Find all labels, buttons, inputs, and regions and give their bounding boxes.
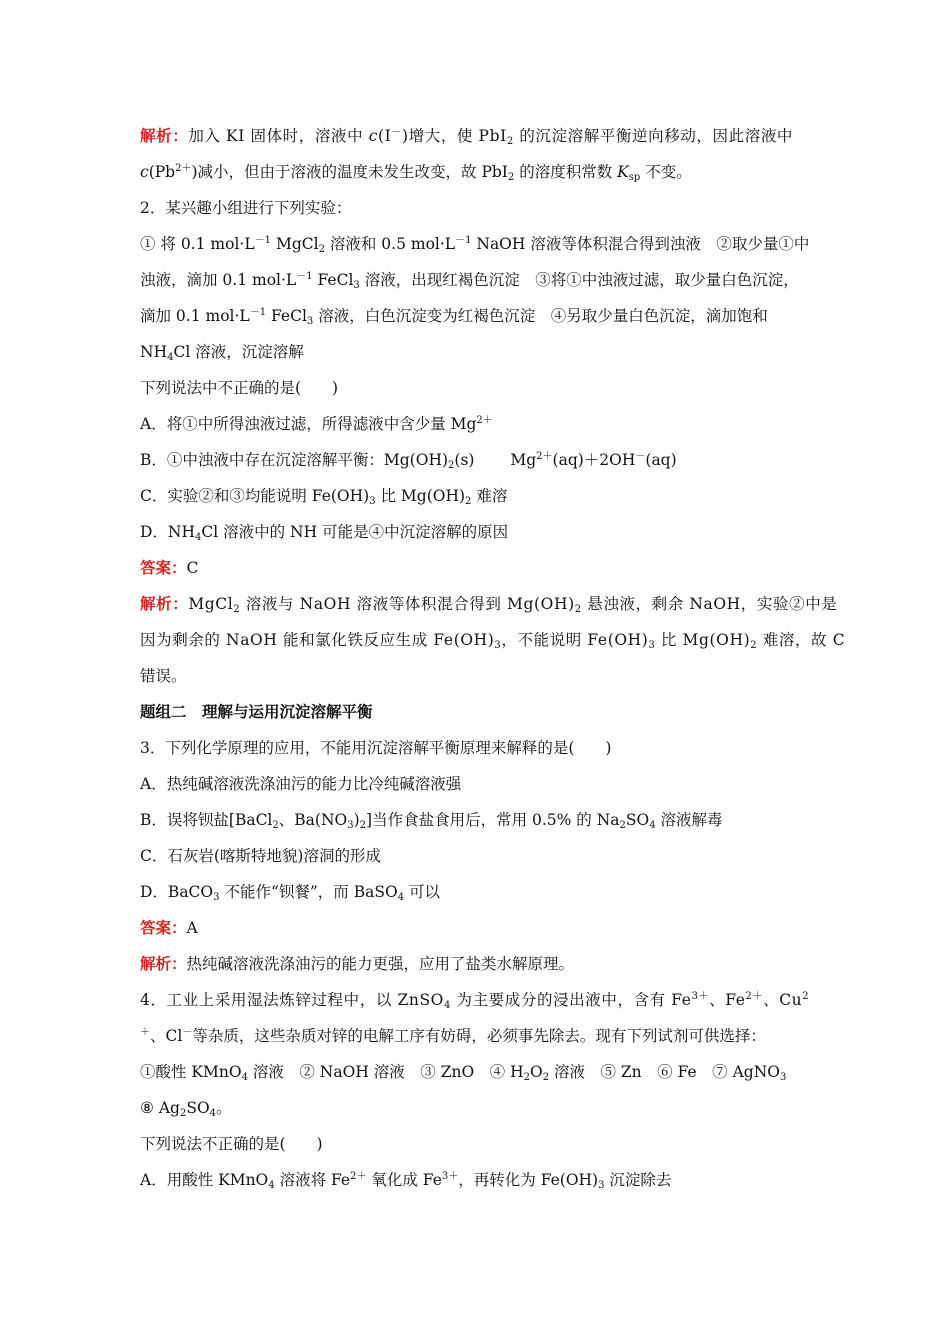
q2-stem: 2．某兴趣小组进行下列实验： xyxy=(140,199,352,217)
analysis-label: 解析： xyxy=(140,954,187,973)
q3-option-a: A．热纯碱溶液洗涤油污的能力比冷纯碱溶液强 xyxy=(140,775,462,793)
q3-stem: 3．下列化学原理的应用，不能用沉淀溶解平衡原理来解释的是( ) xyxy=(140,739,612,757)
group-2-heading: 题组二 理解与运用沉淀溶解平衡 xyxy=(140,703,373,721)
q4-reagents-line-2: ⑧ $Ag_2SO_4$。 xyxy=(140,1099,232,1119)
q3-answer: 答案：A xyxy=(140,918,198,937)
q2-analysis-line-3: 错误。 xyxy=(140,667,187,685)
q1-analysis-line-1: 解析：加入 KI 固体时，溶液中 c(I－)增大，使 PbI$_2$ 的沉淀溶解平衡逆向移动，因此溶液中 xyxy=(140,126,794,147)
analysis-label: 解析： xyxy=(140,594,189,613)
q2-body-line-3: 滴加 0.1 $mol\cdot L^{-1}$ FeCl$_3$ 溶液，白色沉淀变为红褐色沉淀 ④另取少量白色沉淀，滴加饱和 xyxy=(140,307,768,327)
answer-label: 答案： xyxy=(140,918,187,937)
answer-label: 答案： xyxy=(140,558,187,577)
q3-option-d: D．BaCO$_3$ 不能作“钡餐”，而 BaSO$_4$ 可以 xyxy=(140,883,440,903)
q3-analysis: 解析：热纯碱溶液洗涤油污的能力更强，应用了盐类水解原理。 xyxy=(140,954,575,973)
q2-option-c: C．实验②和③均能说明 $Fe(OH)_3$ 比 $Mg(OH)_2$ 难溶 xyxy=(140,487,508,507)
document-page xyxy=(140,118,846,1198)
q4-stem-line-1: 4．工业上采用湿法炼锌过程中，以 ZnSO$_4$ 为主要成分的浸出液中，含有 $Fe^{3+}$、$Fe^{2+}$、Cu$^2$ xyxy=(140,991,810,1011)
analysis-label: 解析： xyxy=(140,126,189,145)
q2-analysis-line-2: 因为剩余的 NaOH 能和氯化铁反应生成 $Fe(OH)_3$，不能说明 $Fe(OH)_3$ 比 $Mg(OH)_2$ 难溶，故 C xyxy=(140,631,846,651)
q4-stem-line-2: ＋、Cl－等杂质，这些杂质对锌的电解工序有妨碍，必须事先除去。现有下列试剂可供选择： xyxy=(140,1027,766,1045)
q2-answer: 答案：C xyxy=(140,558,199,577)
q2-option-d: D．$NH_4Cl$ 溶液中的 NH 可能是④中沉淀溶解的原因 xyxy=(140,523,509,543)
q2-body-line-1: ① 将 0.1 $mol\cdot L^{-1}$ MgCl$_2$ 溶液和 0.5 $mol\cdot L^{-1}$ NaOH 溶液等体积混合得到浊液 ②取少量①中 xyxy=(140,235,810,255)
q2-body-line-4: $NH_4Cl$ 溶液，沉淀溶解 xyxy=(140,343,304,363)
q4-prompt: 下列说法不正确的是( ) xyxy=(140,1135,323,1153)
q1-analysis-line-2: $c(Pb^{2+})$减小，但由于溶液的温度未发生改变，故 PbI$_2$ 的溶度积常数 $K_{sp}$ 不变。 xyxy=(140,163,692,183)
q2-option-a: A．将①中所得浊液过滤，所得滤液中含少量 $Mg^{2+}$ xyxy=(140,415,493,433)
q2-option-b: B．①中浊液中存在沉淀溶解平衡：$Mg(OH)_2(s)$ $Mg^{2+}(aq)+2OH^-(aq)$ xyxy=(140,451,677,471)
q4-reagents-line-1: ①酸性 KMnO$_4$ 溶液 ② NaOH 溶液 ③ ZnO ④ $H_2O_2$ 溶液 ⑤ Zn ⑥ Fe ⑦ AgNO$_3$ xyxy=(140,1063,787,1083)
q3-option-c: C．石灰岩(喀斯特地貌)溶洞的形成 xyxy=(140,847,381,865)
q2-body-line-2: 浊液，滴加 0.1 $mol\cdot L^{-1}$ FeCl$_3$ 溶液，出现红褐色沉淀 ③将①中浊液过滤，取少量白色沉淀， xyxy=(140,271,799,291)
q2-analysis-line-1: 解析：MgCl$_2$ 溶液与 NaOH 溶液等体积混合得到 $Mg(OH)_2$ 悬浊液，剩余 NaOH，实验②中是 xyxy=(140,594,838,615)
q2-prompt: 下列说法中不正确的是( ) xyxy=(140,379,339,397)
q3-option-b: B．误将钡盐[BaCl$_2$、$Ba(NO_3)_2$]当作食盐食用后，常用 0.5% 的 $Na_2SO_4$ 溶液解毒 xyxy=(140,811,723,831)
q4-option-a: A．用酸性 KMnO$_4$ 溶液将 $Fe^{2+}$ 氧化成 $Fe^{3+}$，再转化为 $Fe(OH)_3$ 沉淀除去 xyxy=(140,1171,672,1191)
